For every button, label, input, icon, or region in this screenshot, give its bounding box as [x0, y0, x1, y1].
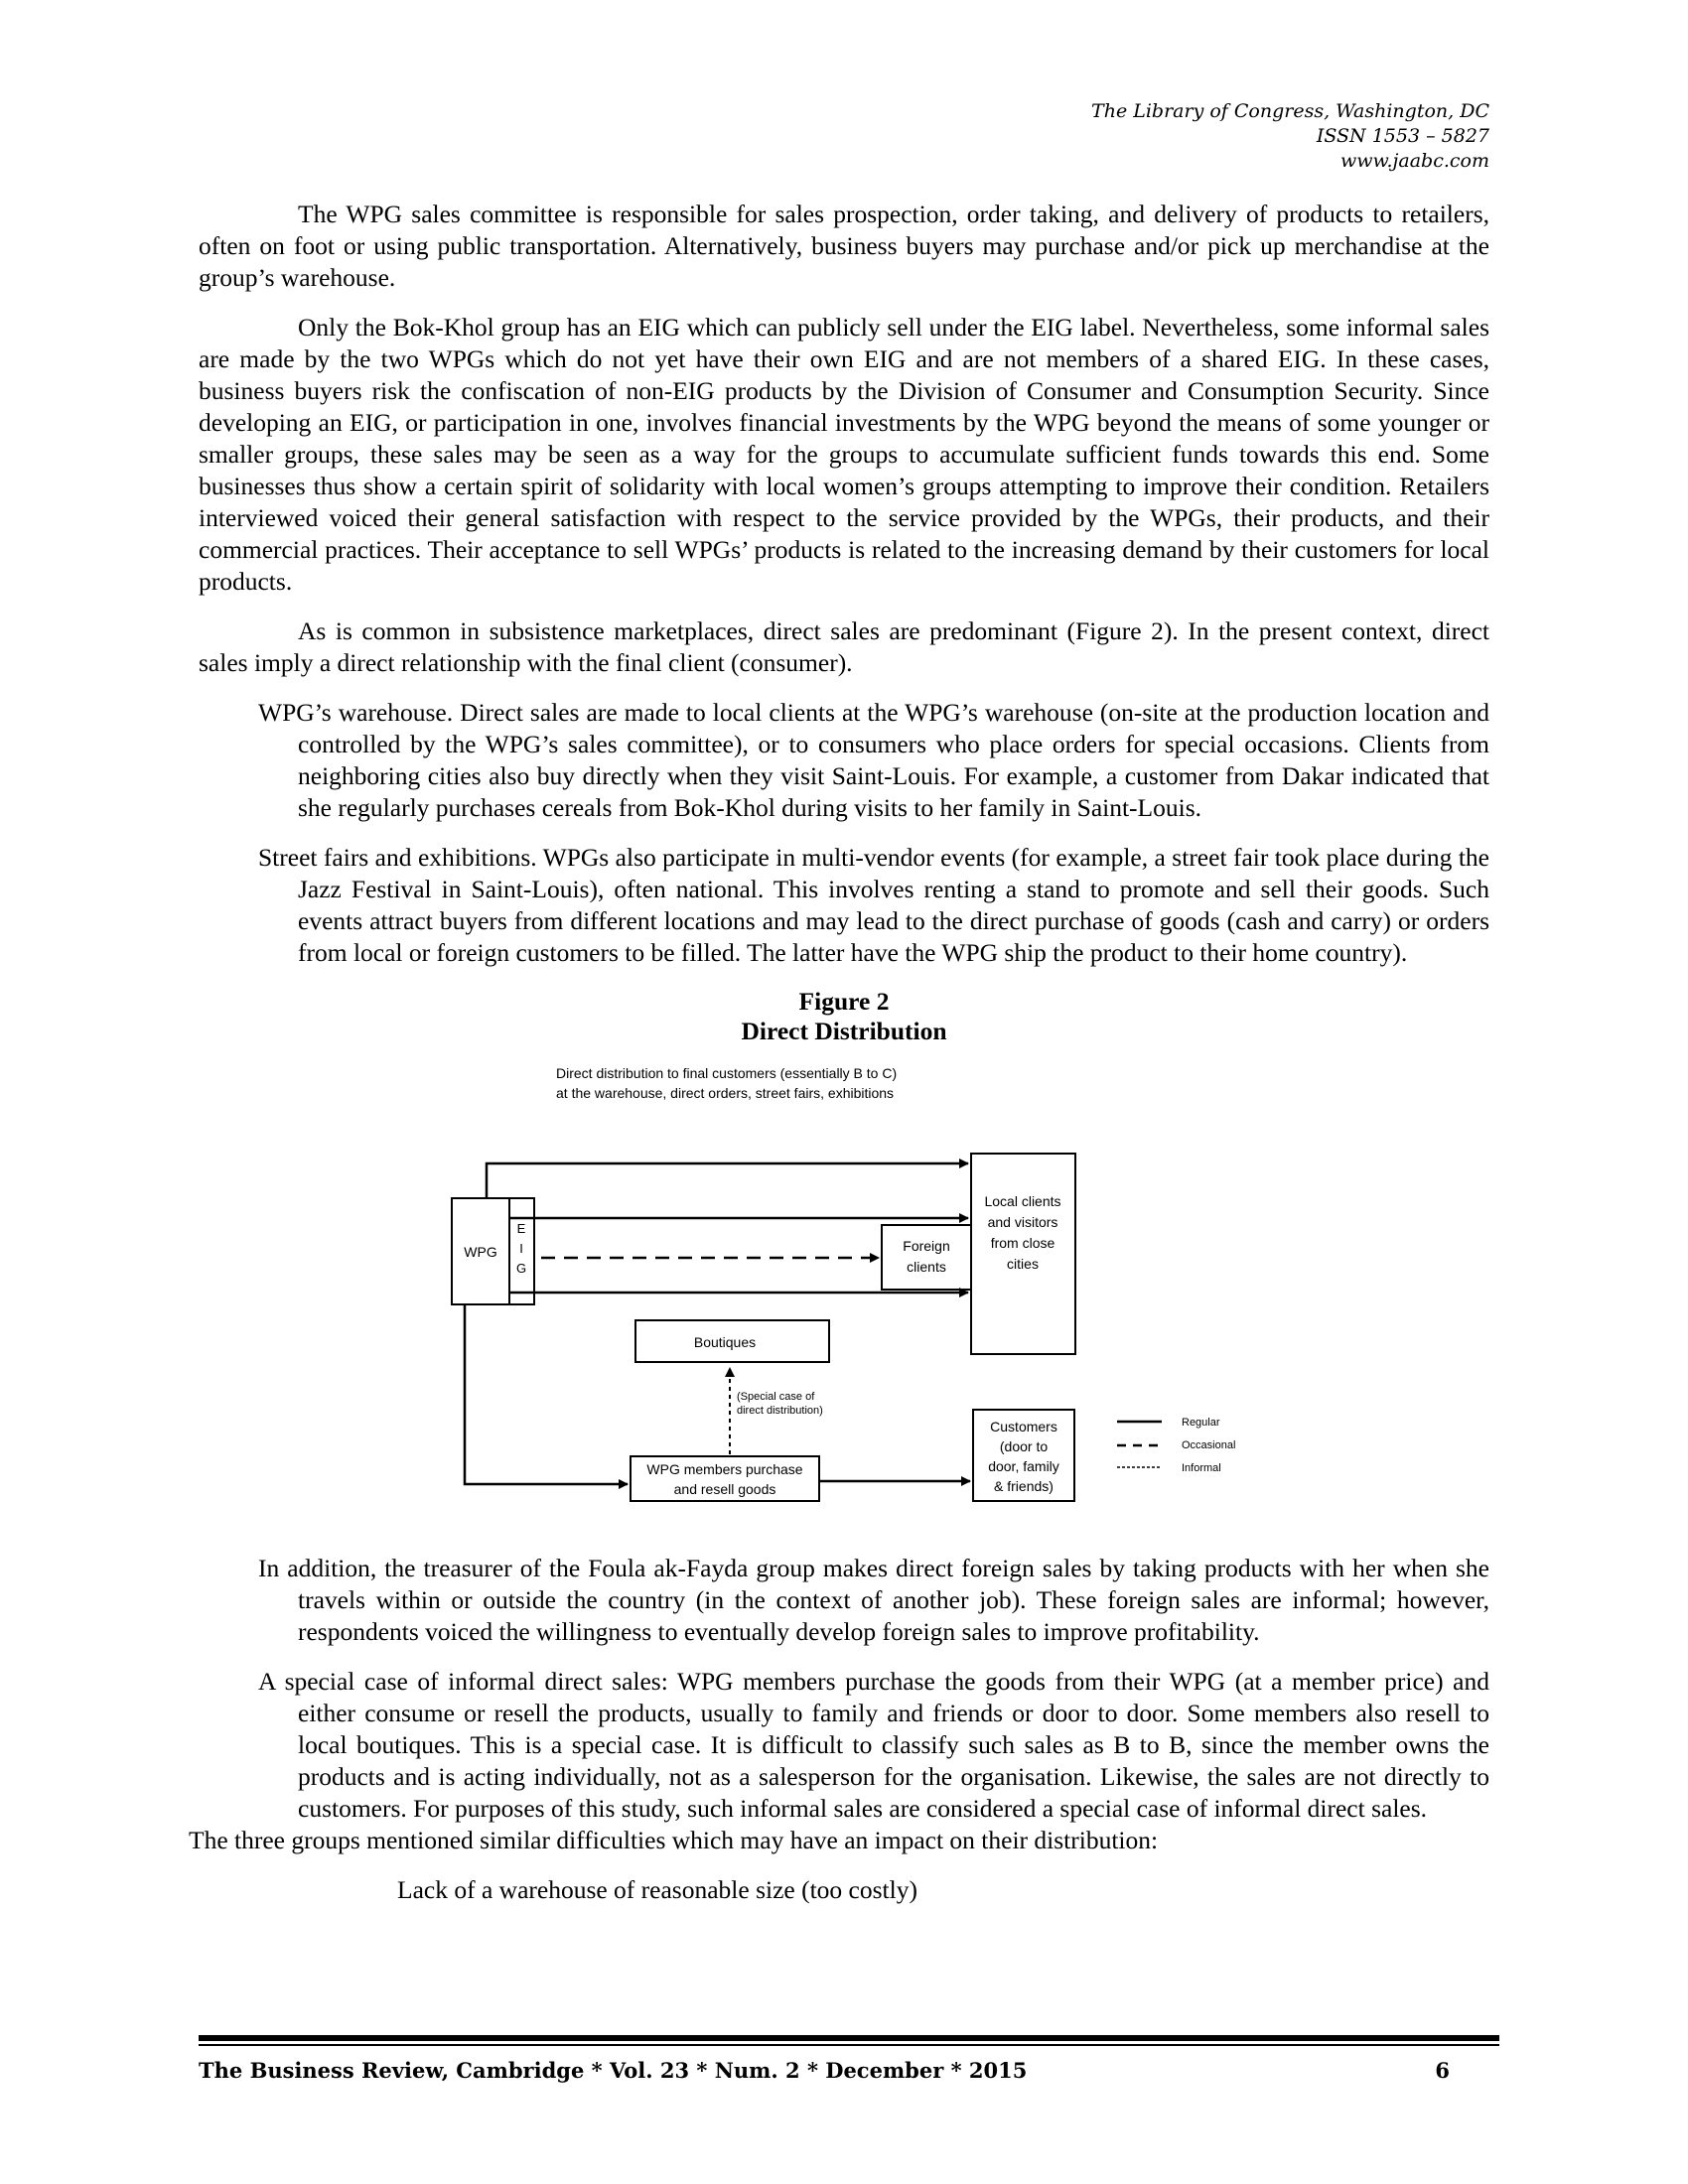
special-case-note-line2: direct distribution)	[737, 1405, 823, 1417]
figure-heading	[199, 987, 1489, 1046]
header-publisher: The Library of Congress, Washington, DC	[1091, 100, 1489, 122]
paragraph: As is common in subsistence marketplaces, direct sales are predominant (Figure 2). In the present context, direct sales imply a direct relationship with the final client (consumer).	[199, 616, 1489, 677]
customers-line1: Customers	[990, 1419, 1057, 1434]
header-issn: ISSN 1553 – 5827	[1316, 125, 1489, 147]
footer-rule	[199, 2035, 1499, 2041]
eig-letter-g: G	[515, 1261, 527, 1276]
arrow-warehouse-to-local	[487, 1163, 968, 1198]
foreign-clients-line2: clients	[907, 1259, 946, 1275]
list-item: In addition, the treasurer of the Foula ak-Fayda group makes direct foreign sales by taking products with her when she travels within or outside the country (in the context of another job). These foreign sales are informal; however, respondents voiced the willingness to eventually develop foreign sales to improve profitability.	[258, 1554, 1489, 1646]
page-footer	[199, 2035, 1499, 2083]
legend-regular-label: Regular	[1182, 1417, 1220, 1429]
local-clients-line4: cities	[1007, 1256, 1039, 1272]
local-clients-line2: and visitors	[987, 1214, 1058, 1230]
customers-line2: (door to	[999, 1438, 1049, 1454]
paragraph: The WPG sales committee is responsible for sales prospection, order taking, and delivery of products to retailers, often on foot or using public transportation. Alternatively, business buyers may purchase and/or pick up merchandise at the group’s warehouse.	[199, 200, 1489, 292]
wpg-members-line2: and resell goods	[673, 1481, 776, 1497]
legend	[1117, 1417, 1235, 1474]
body-text	[189, 199, 1489, 1924]
special-case-note-line1: (Special case of	[737, 1391, 815, 1403]
legend-informal-label: Informal	[1182, 1462, 1221, 1474]
list-item: A special case of informal direct sales: WPG members purchase the goods from their WPG (at a member price) and either consume or resell the products, usually to family and friends or door to door. Some members also resell to local boutiques. This is a special case. It is difficult to classify such sales as B to B, since the member owns the products and is acting individually, not as a salesperson for the organisation. Likewise, the sales are not directly to customers. For purposes of this study, such informal sales are considered a special case of informal direct sales.	[258, 1667, 1489, 1823]
boutiques-label: Boutiques	[693, 1334, 757, 1350]
eig-letter-e: E	[516, 1221, 526, 1236]
distribution-diagram	[199, 1054, 1489, 1541]
foreign-clients-box	[882, 1225, 971, 1290]
wpg-members-line1: WPG members purchase	[646, 1461, 803, 1477]
journal-citation: The Business Review, Cambridge * Vol. 23 * Num. 2 * December * 2015	[199, 2058, 1028, 2083]
customers-line3: door, family	[988, 1458, 1059, 1474]
paragraph: The three groups mentioned similar difficulties which may have an impact on their distribution:	[189, 1826, 1159, 1854]
figure-title: Direct Distribution	[741, 1017, 947, 1045]
wpg-label: WPG	[464, 1244, 497, 1260]
local-clients-line3: from close	[990, 1235, 1055, 1251]
list-item: Street fairs and exhibitions. WPGs also participate in multi-vendor events (for example, a street fair took place during the Jazz Festival in Saint-Louis), often national. This involves renting a stand to promote and sell their goods. Such events attract buyers from different locations and may lead to the direct purchase of goods (cash and carry) or orders from local or foreign customers to be filled. The latter have the WPG ship the product to their home country).	[258, 843, 1489, 967]
list-item: Lack of a warehouse of reasonable size (too costly)	[397, 1875, 917, 1904]
page-number: 6	[1435, 2058, 1450, 2083]
legend-occasional-label: Occasional	[1182, 1439, 1236, 1451]
arrow-wpg-to-members	[465, 1304, 628, 1484]
footer-rule	[199, 2044, 1499, 2046]
customers-line4: & friends)	[994, 1478, 1054, 1494]
running-header	[1091, 99, 1489, 174]
header-website: www.jaabc.com	[1339, 150, 1489, 172]
diagram-caption-line1: Direct distribution to final customers (essentially B to C)	[556, 1065, 898, 1081]
local-clients-box	[971, 1154, 1075, 1354]
local-clients-line1: Local clients	[984, 1193, 1061, 1209]
figure-number: Figure 2	[798, 987, 890, 1016]
paragraph: Only the Bok-Khol group has an EIG which can publicly sell under the EIG label. Nevertheless, some informal sales are made by the two WPGs which do not yet have their own EIG and are not members of a shared EIG. In these cases, business buyers risk the confiscation of non-EIG products by the Division of Consumer and Consumption Security. Since developing an EIG, or participation in one, involves financial investments by the WPG beyond the means of some younger or smaller groups, these sales may be seen as a way for the groups to accumulate sufficient funds towards this end. Some businesses thus show a certain spirit of solidarity with local women’s groups attempting to improve their condition. Retailers interviewed voiced their general satisfaction with respect to the service provided by the WPGs, their products, and their commercial practices. Their acceptance to sell WPGs’ products is related to the increasing demand by their customers for local products.	[199, 313, 1489, 596]
eig-letter-i: I	[519, 1241, 523, 1256]
figure-diagram	[199, 1054, 1489, 1541]
foreign-clients-line1: Foreign	[903, 1238, 950, 1254]
list-item: WPG’s warehouse. Direct sales are made to local clients at the WPG’s warehouse (on-site at the production location and controlled by the WPG’s sales committee), or to consumers who place orders for special occasions. Clients from neighboring cities also buy directly when they visit Saint-Louis. For example, a customer from Dakar indicated that she regularly purchases cereals from Bok-Khol during visits to her family in Saint-Louis.	[258, 698, 1489, 822]
diagram-caption-line2: at the warehouse, direct orders, street fairs, exhibitions	[556, 1085, 895, 1101]
